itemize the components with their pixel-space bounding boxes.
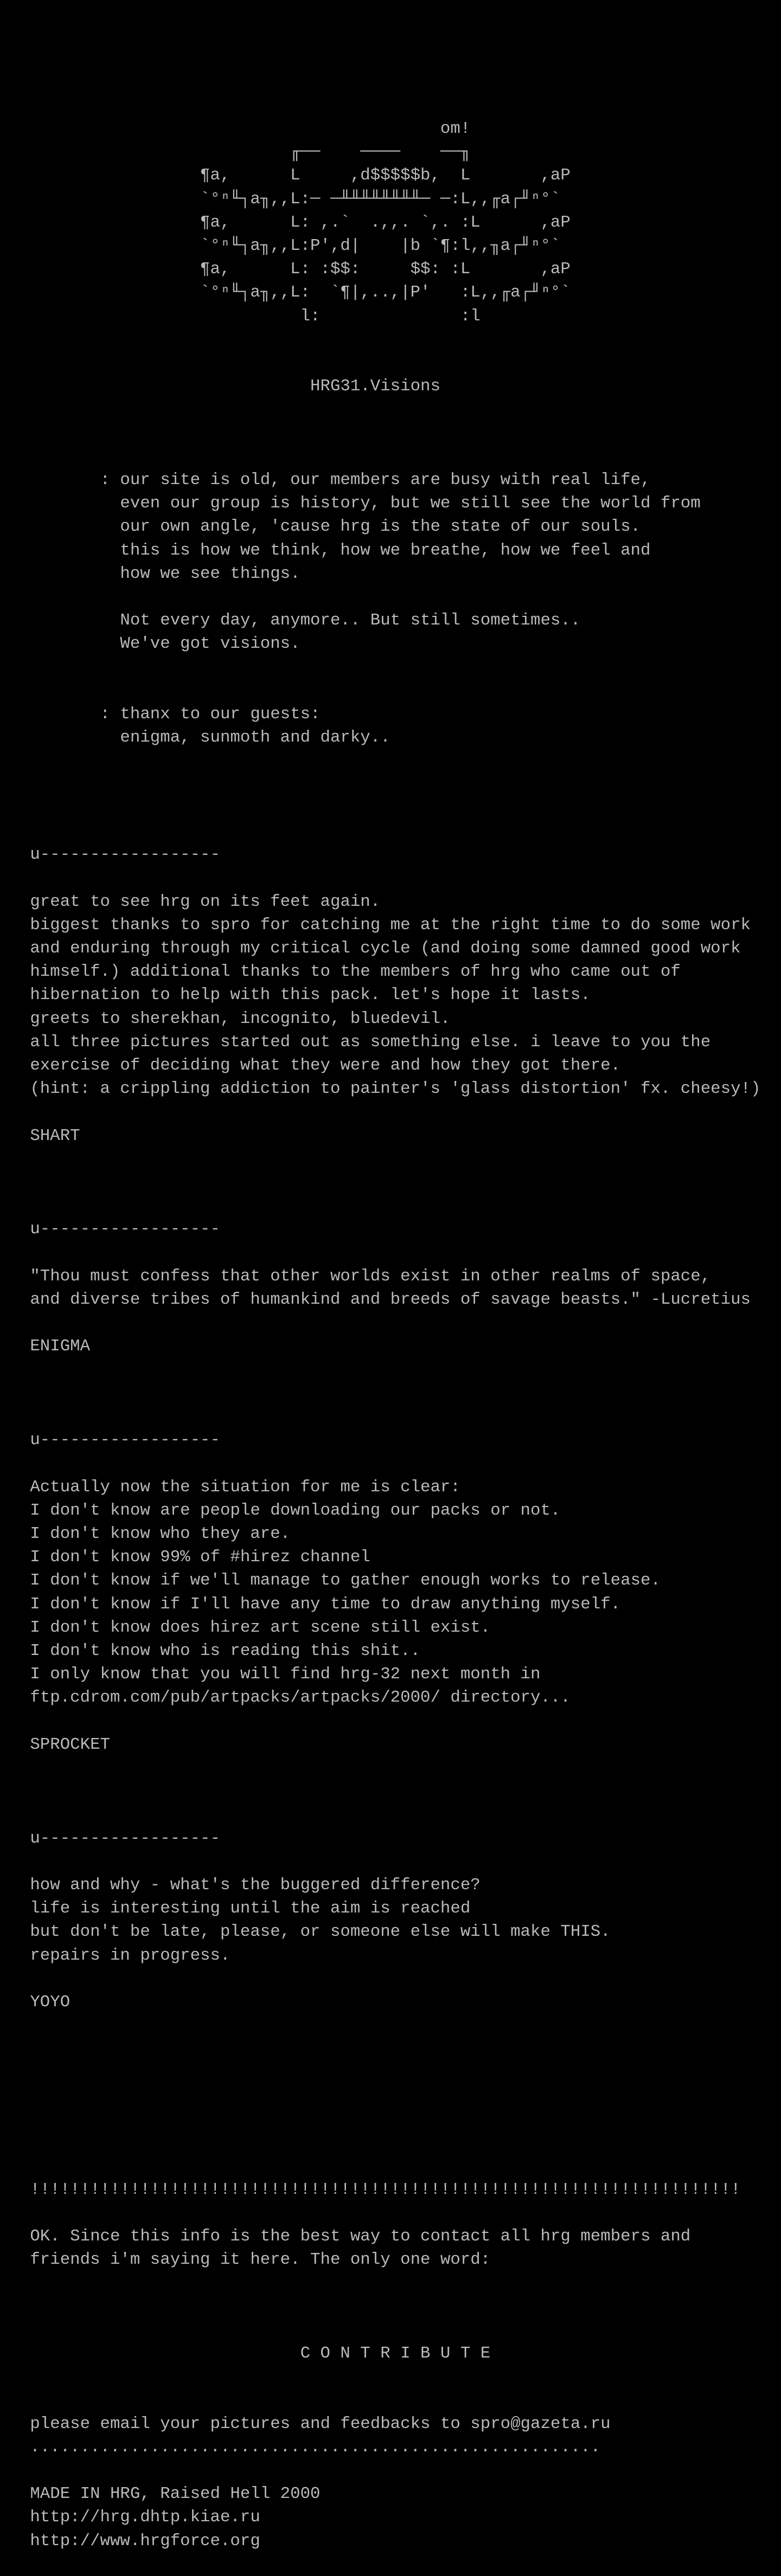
text-line: : our site is old, our members are busy with real life, xyxy=(0,471,651,490)
note-shart xyxy=(0,890,781,1101)
divider-yoyo xyxy=(0,1827,781,1850)
text-line: l: :l xyxy=(0,306,481,326)
text-line: ¶a, L: :$$: $$: :L ,aP xyxy=(0,260,571,279)
text-line: I don't know are people downloading our packs or not. xyxy=(0,1500,561,1520)
text-line: how and why - what's the buggered difference? xyxy=(0,1876,481,1895)
email-note xyxy=(0,2412,781,2459)
text-line: greets to sherekhan, incognito, bluedevil. xyxy=(0,1009,451,1028)
note-sprocket xyxy=(0,1476,781,1710)
text-line: friends i'm saying it here. The only one word: xyxy=(0,2250,491,2270)
contribute-word xyxy=(0,2342,781,2365)
text-line: Not every day, anymore.. But still sometimes.. xyxy=(0,611,581,630)
signature-shart xyxy=(0,1124,781,1148)
text-line: ╓── ──── ──╖ xyxy=(0,143,471,162)
text-line: : thanx to our guests: xyxy=(0,704,321,724)
text-line: u------------------ xyxy=(0,845,220,865)
divider-sprocket xyxy=(0,1428,781,1452)
text-line: our own angle, 'cause hrg is the state of our souls. xyxy=(0,517,641,537)
text-line: I don't know if we'll manage to gather enough works to release. xyxy=(0,1571,661,1590)
text-line: how we see things. xyxy=(0,564,300,583)
text-line: all three pictures started out as something else. i leave to you the xyxy=(0,1032,711,1052)
text-line: biggest thanks to spro for catching me at the right time to do some work xyxy=(0,915,751,935)
text-line: ¶a, L: ,.` .,,. `,. :L ,aP xyxy=(0,212,571,232)
text-line: hibernation to help with this pack. let's hope it lasts. xyxy=(0,986,591,1005)
text-line: SHART xyxy=(0,1126,80,1145)
text-line: u------------------ xyxy=(0,1828,220,1848)
text-line: ¶a, L ,d$$$$$b, L ,aP xyxy=(0,166,571,185)
text-line: HRG31.Visions xyxy=(0,377,440,396)
text-line: I only know that you will find hrg-32 next month in xyxy=(0,1665,541,1684)
ascii-logo xyxy=(0,117,781,328)
text-line: and diverse tribes of humankind and breeds of savage beasts." -Lucretius xyxy=(0,1290,751,1309)
quote-lucretius xyxy=(0,1265,781,1311)
text-line: himself.) additional thanks to the members of hrg who came out of xyxy=(0,962,681,982)
text-line: We've got visions. xyxy=(0,634,300,654)
text-line: http://hrg.dhtp.kiae.ru xyxy=(0,2508,260,2527)
text-line: exercise of deciding what they were and how they got there. xyxy=(0,1055,621,1075)
text-line: SPROCKET xyxy=(0,1735,110,1754)
text-line: YOYO xyxy=(0,1993,71,2012)
text-line: enigma, sunmoth and darky.. xyxy=(0,728,390,748)
footer-credits xyxy=(0,2482,781,2553)
text-line: MADE IN HRG, Raised Hell 2000 xyxy=(0,2484,321,2504)
text-line: I don't know 99% of #hirez channel xyxy=(0,1548,370,1567)
text-line: http://www.hrgforce.org xyxy=(0,2531,260,2551)
text-line xyxy=(0,656,781,679)
text-line: repairs in progress. xyxy=(0,1946,231,1965)
signature-enigma xyxy=(0,1335,781,1358)
text-line: u------------------ xyxy=(0,1220,220,1239)
text-line: I don't know who is reading this shit.. xyxy=(0,1641,421,1660)
note-yoyo xyxy=(0,1873,781,1967)
text-line: and enduring through my critical cycle (and doing some damned good work xyxy=(0,938,741,958)
text-line: great to see hrg on its feet again. xyxy=(0,892,381,911)
text-line: but don't be late, please, or someone else will make THIS. xyxy=(0,1922,611,1942)
text-line: OK. Since this info is the best way to contact all hrg members and xyxy=(0,2227,691,2246)
text-line: please email your pictures and feedbacks to spro@gazeta.ru xyxy=(0,2414,611,2433)
text-line: "Thou must confess that other worlds exist in other realms of space, xyxy=(0,1266,711,1286)
signature-yoyo xyxy=(0,1991,781,2014)
signature-sprocket xyxy=(0,1733,781,1756)
text-line: I don't know who they are. xyxy=(0,1524,291,1543)
text-line: I don't know if I'll have any time to draw anything myself. xyxy=(0,1594,621,1614)
text-line: u------------------ xyxy=(0,1431,220,1450)
text-line: ftp.cdrom.com/pub/artpacks/artpacks/2000/ directory... xyxy=(0,1688,571,1708)
text-line: this is how we think, how we breathe, how we feel and xyxy=(0,540,651,560)
text-line: life is interesting until the aim is reached xyxy=(0,1899,471,1918)
text-line: ENIGMA xyxy=(0,1337,91,1356)
text-line xyxy=(0,679,781,703)
text-line: even our group is history, but we still see the world from xyxy=(0,494,701,513)
intro-note xyxy=(0,468,781,749)
pack-title xyxy=(0,375,781,398)
text-line: !!!!!!!!!!!!!!!!!!!!!!!!!!!!!!!!!!!!!!!!!!!!!!!!!!!!!!!!!!!!!!!!!!!!!!! xyxy=(0,2180,741,2199)
text-line: om! xyxy=(0,119,471,138)
divider-shart xyxy=(0,843,781,866)
text-line: `°ⁿ╙┐a╖,,L: `¶|,..,|P' :L,,╓a┌╜ⁿ°` xyxy=(0,283,571,302)
text-line: I don't know does hirez art scene still exist. xyxy=(0,1618,491,1637)
text-line xyxy=(0,585,781,609)
text-line: ......................................................... xyxy=(0,2437,601,2457)
text-line: (hint: a crippling addiction to painter's 'glass distortion' fx. cheesy!) xyxy=(0,1079,761,1099)
text-line: C O N T R I B U T E xyxy=(0,2344,491,2363)
exclamation-line xyxy=(0,2178,781,2201)
divider-enigma xyxy=(0,1218,781,1241)
text-line: `°ⁿ╙┐a╖,,L:P',d| |b `¶:l,,╖a┌╜ⁿ°` xyxy=(0,236,561,255)
text-line: Actually now the situation for me is clear: xyxy=(0,1477,460,1497)
contact-note xyxy=(0,2225,781,2271)
text-line: `°ⁿ╙┐a╖,,L:─ ─╨╨╨╨╨╨╨╨─ ─:L,,╓a┌╜ⁿ°` xyxy=(0,189,561,209)
